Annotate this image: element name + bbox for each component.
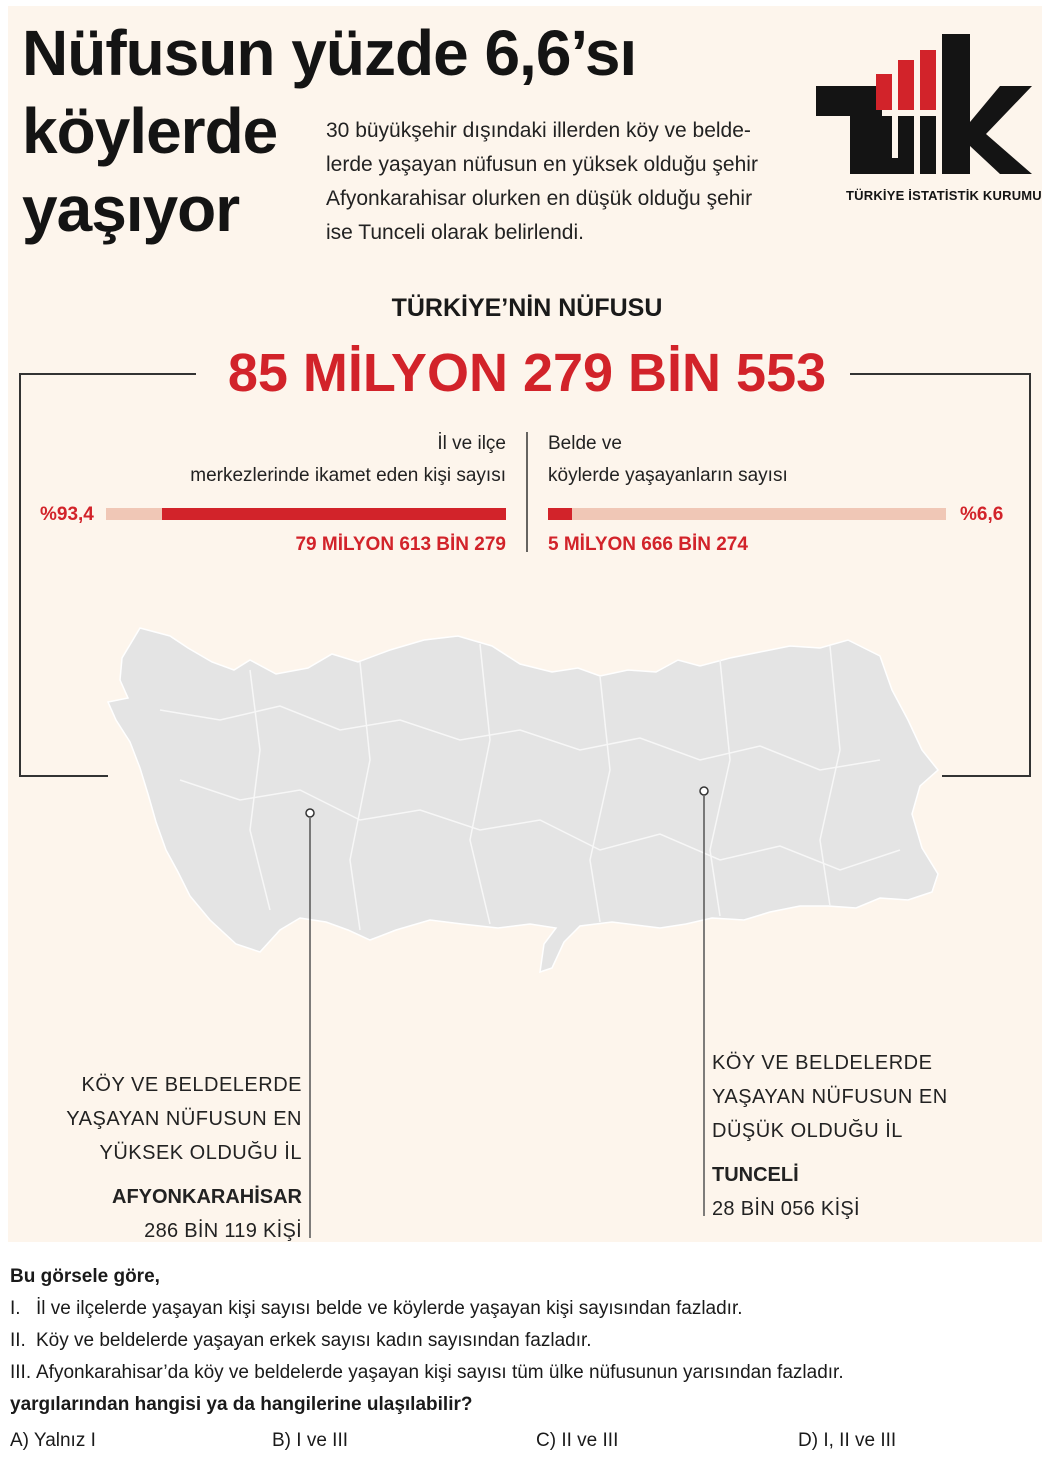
population-total: 85 MİLYON 279 BİN 553	[227, 343, 827, 403]
rural-caption-line: Belde ve	[548, 433, 622, 454]
lowest-description	[712, 1046, 1012, 1148]
statement-number: II.	[10, 1330, 26, 1351]
lowest-desc-line: YAŞAYAN NÜFUSUN EN	[712, 1086, 948, 1108]
logo-caption: TÜRKİYE İSTATİSTİK KURUMU	[846, 188, 1042, 203]
question-prompt	[10, 1394, 472, 1416]
highest-city: AFYONKARAHİSAR	[112, 1186, 302, 1208]
intro-line: 30 büyükşehir dışındaki illerden köy ve belde-	[326, 119, 751, 142]
rural-value: 5 MİLYON 666 BİN 274	[548, 534, 748, 555]
option-c[interactable]: C) II ve III	[536, 1430, 619, 1451]
question-intro-text: Bu görsele göre,	[10, 1266, 160, 1287]
rural-caption-line: köylerde yaşayanların sayısı	[548, 465, 788, 486]
urban-caption-line: merkezlerinde ikamet eden kişi sayısı	[190, 465, 506, 486]
rural-percent: %6,6	[960, 504, 1004, 525]
lowest-value: 28 BİN 056 KİŞİ	[712, 1198, 860, 1220]
statement-1	[10, 1298, 743, 1320]
highest-desc-line: YÜKSEK OLDUĞU İL	[99, 1142, 302, 1164]
urban-caption-line: İl ve ilçe	[437, 433, 506, 454]
option-a[interactable]: A) Yalnız I	[10, 1430, 96, 1451]
highest-desc-line: YAŞAYAN NÜFUSUN EN	[66, 1108, 302, 1130]
highest-desc-line: KÖY VE BELDELERDE	[81, 1074, 302, 1096]
intro-line: Afyonkarahisar olurken en düşük olduğu şehir	[326, 187, 753, 210]
statement-text: Afyonkarahisar’da köy ve beldelerde yaşayan kişi sayısı tüm ülke nüfusunun yarısından fazladır.	[36, 1362, 844, 1383]
question-intro	[10, 1266, 160, 1288]
intro-line: lerde yaşayan nüfusun en yüksek olduğu şehir	[326, 153, 758, 176]
lowest-desc-line: DÜŞÜK OLDUĞU İL	[712, 1120, 903, 1142]
highest-value: 286 BİN 119 KİŞİ	[144, 1220, 302, 1242]
lowest-city: TUNCELİ	[712, 1164, 799, 1186]
statement-text: İl ve ilçelerde yaşayan kişi sayısı belde ve köylerde yaşayan kişi sayısından fazladır.	[36, 1298, 743, 1319]
urban-value: 79 MİLYON 613 BİN 279	[295, 534, 506, 555]
option-b[interactable]: B) I ve III	[272, 1430, 349, 1451]
highest-description	[40, 1068, 302, 1170]
headline-line-3: yaşıyor	[22, 173, 240, 245]
question-prompt-text: yargılarından hangisi ya da hangilerine ulaşılabilir?	[10, 1394, 473, 1415]
statement-number: III.	[10, 1362, 32, 1383]
urban-percent: %93,4	[40, 504, 94, 525]
population-title: TÜRKİYE’NİN NÜFUSU	[391, 294, 663, 322]
statement-3	[10, 1362, 844, 1384]
intro-line: ise Tunceli olarak belirlendi.	[326, 221, 584, 244]
lowest-desc-line: KÖY VE BELDELERDE	[712, 1052, 933, 1074]
statement-2	[10, 1330, 592, 1352]
headline-line-2: köylerde	[22, 95, 278, 167]
option-d[interactable]: D) I, II ve III	[798, 1430, 897, 1451]
statement-text: Köy ve beldelerde yaşayan erkek sayısı kadın sayısından fazladır.	[36, 1330, 592, 1351]
statement-number: I.	[10, 1298, 21, 1319]
headline-line-1: Nüfusun yüzde 6,6’sı	[22, 17, 637, 89]
